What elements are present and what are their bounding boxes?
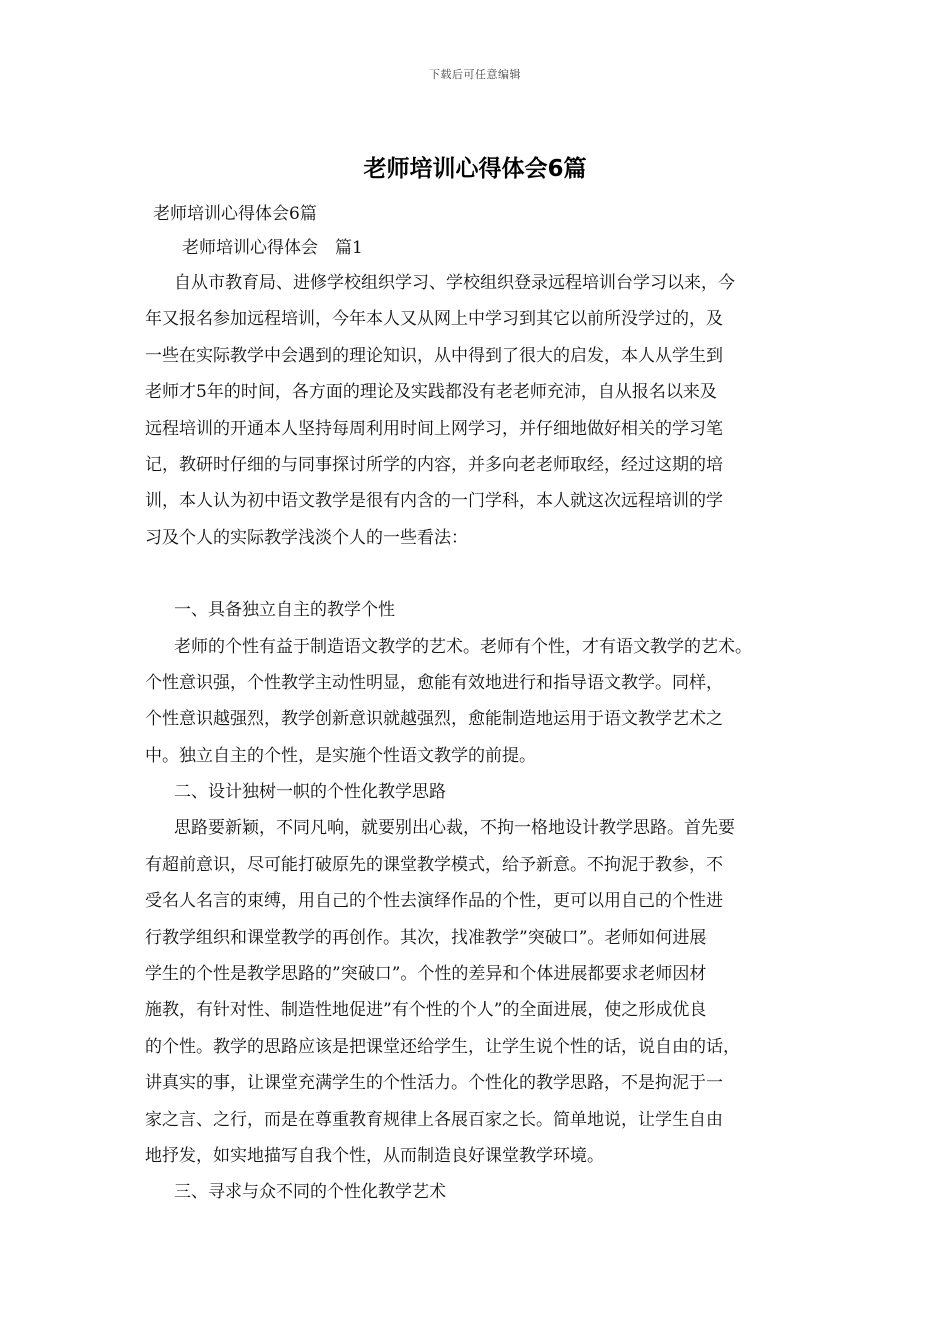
document-subtitle: 老师培训心得体会6篇 xyxy=(153,204,317,224)
paragraph-line: 学生的个性是教学思路的”突破口”。个性的差异和个体进展都要求老师因材 xyxy=(145,964,707,985)
paragraph-line: 习及个人的实际教学浅淡个人的一些看法： xyxy=(145,527,468,548)
document-title: 老师培训心得体会6篇 xyxy=(363,156,587,182)
section-1-paragraph xyxy=(145,629,825,775)
paragraph-line: 受名人名言的束缚，用自己的个性去演绎作品的个性，更可以用自己的个性进 xyxy=(145,891,723,912)
paragraph-line: 地抒发，如实地描写自我个性，从而制造良好课堂教学环境。 xyxy=(145,1145,604,1166)
paragraph-line: 行教学组织和课堂教学的再创作。其次，找准教学”突破口”。老师如何进展 xyxy=(145,927,707,948)
section-heading-3: 三、寻求与众不同的个性化教学艺术 xyxy=(174,1182,446,1203)
paragraph-line: 个性意识强，个性教学主动性明显，愈能有效地进行和指导语文教学。同样， xyxy=(145,672,723,693)
paragraph-line: 中。独立自主的个性，是实施个性语文教学的前提。 xyxy=(145,745,536,766)
section-heading-1: 一、具备独立自主的教学个性 xyxy=(174,600,395,621)
paragraph-line: 讲真实的事，让课堂充满学生的个性活力。个性化的教学思路，不是拘泥于一 xyxy=(145,1073,723,1094)
part-heading: 老师培训心得体会 篇1 xyxy=(182,238,363,258)
paragraph-line: 家之言、之行，而是在尊重教育规律上各展百家之长。简单地说，让学生自由 xyxy=(145,1109,723,1130)
paragraph-line: 的个性。教学的思路应该是把课堂还给学生，让学生说个性的话，说自由的话， xyxy=(145,1036,740,1057)
section-2-paragraph xyxy=(145,810,825,1174)
paragraph-line: 个性意识越强烈，教学创新意识就越强烈，愈能制造地运用于语文教学艺术之 xyxy=(145,709,723,730)
section-heading-2: 二、设计独树一帜的个性化教学思路 xyxy=(174,782,446,803)
paragraph-line: 施教，有针对性、制造性地促进”有个性的个人”的全面进展，使之形成优良 xyxy=(145,1000,707,1021)
header-note: 下载后可任意编辑 xyxy=(429,68,521,81)
paragraph-line: 自从市教育局、进修学校组织学习、学校组织登录远程培训台学习以来，今 xyxy=(174,273,735,293)
paragraph-line: 老师的个性有益于制造语文教学的艺术。老师有个性，才有语文教学的艺术。 xyxy=(174,636,752,657)
paragraph-line: 训，本人认为初中语文教学是很有内含的一门学科，本人就这次远程培训的学 xyxy=(145,491,723,512)
document-body xyxy=(145,197,825,1211)
paragraph-line: 一些在实际教学中会遇到的理论知识，从中得到了很大的启发，本人从学生到 xyxy=(145,345,723,366)
paragraph-line: 记，教研时仔细的与同事探讨所学的内容，并多向老老师取经，经过这期的培 xyxy=(145,454,723,475)
paragraph-line: 远程培训的开通本人坚持每周利用时间上网学习，并仔细地做好相关的学习笔 xyxy=(145,418,723,439)
paragraph-line: 老师才5年的时间，各方面的理论及实践都没有老老师充沛，自从报名以来及 xyxy=(145,382,717,403)
intro-paragraph xyxy=(145,265,825,556)
paragraph-line: 年又报名参加远程培训，今年本人又从网上中学习到其它以前所没学过的，及 xyxy=(145,309,723,330)
blank-line xyxy=(145,556,825,592)
paragraph-line: 思路要新颖，不同凡响，就要别出心裁，不拘一格地设计教学思路。首先要 xyxy=(174,818,735,839)
paragraph-line: 有超前意识，尽可能打破原先的课堂教学模式，给予新意。不拘泥于教参，不 xyxy=(145,854,723,875)
